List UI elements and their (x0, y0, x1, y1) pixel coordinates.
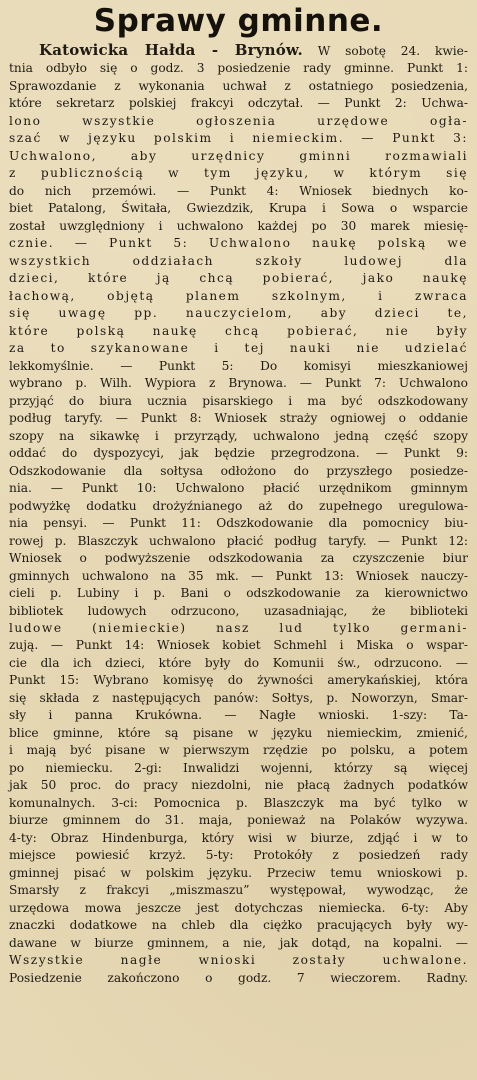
article-line: które sekretarz polskiej frakcyi odczytał. — Punkt 2: Uchwa- (9, 96, 468, 111)
article-line: zują. — Punkt 14: Wniosek kobiet Schmehl i Miska o wspar- (9, 638, 468, 653)
article-line: blice gminne, które są pisane w języku niemieckim, zmienić, (9, 725, 468, 740)
article-line: sły i panna Krukówna. — Nagłe wnioski. 1-szy: Ta- (9, 708, 468, 723)
article-line: biet Patalong, Świtała, Gwiezdzik, Krupa i Sowa o wsparcie (9, 201, 468, 216)
article-location: Katowicka Hałda - Brynów. (39, 41, 303, 59)
article-line: Wniosek o podwyższenie odszkodowania za czyszczenie biur (9, 551, 468, 566)
article-line: Uchwalono, aby urzędnicy gminni rozmawiali (9, 148, 468, 163)
article-line: wybrano p. Wilh. Wypiora z Brynowa. — Punkt 7: Uchwalono (9, 376, 468, 391)
article-line: Punkt 15: Wybrano komisyę do żywności amerykańskiej, która (9, 673, 468, 688)
article-line: Sprawozdanie z wykonania uchwał z ostatniego posiedzenia, (9, 78, 468, 93)
article-line: wszystkich oddziałach szkoły ludowej dla (9, 253, 468, 268)
article-line: podług taryfy. — Punkt 8: Wniosek straży ogniowej o oddanie (9, 411, 468, 426)
article-line: Posiedzenie zakończono o godz. 7 wieczorem. Radny. (9, 970, 468, 985)
article-line: ludowe (niemieckie) nasz lud tylko germani- (9, 620, 468, 635)
article-line: i mają być pisane w pierwszym rzędzie po polsku, a potem (9, 743, 468, 758)
article-line: miejsce powiesić krzyż. 5-ty: Protokóły z posiedzeń rady (9, 848, 468, 863)
article-line: rowej p. Blaszczyk uchwalono płacić podług taryfy. — Punkt 12: (9, 533, 468, 548)
article-line: szopy na sikawkę i przyrządy, uchwalono jedną część szopy (9, 428, 468, 443)
article-line: biurze gminnem do 31. maja, ponieważ na Polaków wyzywa. (9, 813, 468, 828)
article-line: które polską naukę chcą pobierać, nie były (9, 323, 468, 338)
article-line: gminnych uchwalono na 35 mk. — Punkt 13: Wniosek nauczy- (9, 568, 468, 583)
article-line: się składa z następujących panów: Sołtys, p. Noworzyn, Smar- (9, 690, 468, 705)
article-line: z publicznością w tym języku, w którym się (9, 166, 468, 181)
article-body (9, 42, 468, 987)
article-line: za to szykanowane i tej nauki nie udzielać (9, 341, 468, 356)
article-line: szać w języku polskim i niemieckim. — Punkt 3: (9, 131, 468, 146)
article-line: nia. — Punkt 10: Uchwalono płacić urzędnikom gminnym (9, 481, 468, 496)
article-line: komunalnych. 3-ci: Pomocnica p. Blaszczyk ma być tylko w (9, 795, 468, 810)
article-line: cie dla ich dzieci, które były do Komunii św., odrzucono. — (9, 655, 468, 670)
article-line: po niemiecku. 2-gi: Inwalidzi wojenni, którzy są więcej (9, 760, 468, 775)
article-line: dzieci, które ją chcą pobierać, jako naukę (9, 271, 468, 286)
article-line: podwyżkę dodatku drożyźnianego aż do zupełnego uregulowa- (9, 498, 468, 513)
article-line: dawane w biurze gminnem, a nie, jak dotąd, na kopalni. — (9, 935, 468, 950)
article-line: się uwagę pp. nauczycielom, aby dzieci te, (9, 306, 468, 321)
article-line: urzędowa mowa jeszcze jest dotychczas niemiecka. 6-ty: Aby (9, 900, 468, 915)
article-line-text: W sobotę 24. kwie- (317, 44, 468, 58)
article-line: przyjąć do biura ucznia pisarskiego i ma być odszkodowany (9, 393, 468, 408)
article-line: do nich przemówi. — Punkt 4: Wniosek biednych ko- (9, 183, 468, 198)
article-line: cieli p. Lubiny i p. Bani o odszkodowanie za kierownictwo (9, 586, 468, 601)
article-line: gminnej pisać w polskim języku. Przeciw temu wnioskowi p. (9, 865, 468, 880)
article-line: został uwzględniony i uchwalono każdej po 30 marek miesię- (9, 218, 468, 233)
article-line: oddać do dyspozycyi, jak będzie przegrodzona. — Punkt 9: (9, 446, 468, 461)
article-line: lono wszystkie ogłoszenia urzędowe ogła- (9, 113, 468, 128)
article-line: 4-ty: Obraz Hindenburga, który wisi w biurze, zdjąć i w to (9, 830, 468, 845)
article-line: jak 50 proc. do pracy niezdolni, nie płacą żadnych podatków (9, 778, 468, 793)
article-line: znaczki dodatkowe na chleb dla ciężko pracujących były wy- (9, 918, 468, 933)
article-line: tnia odbyło się o godz. 3 posiedzenie rady gminne. Punkt 1: (9, 61, 468, 76)
article-line: lekkomyślnie. — Punkt 5: Do komisyi mieszkaniowej (9, 358, 468, 373)
article-line (9, 42, 468, 60)
article-line: nia pensyi. — Punkt 11: Odszkodowanie dla pomocnicy biu- (9, 516, 468, 531)
article-line: łachową, objętą planem szkolnym, i zwraca (9, 288, 468, 303)
article-line: cznie. — Punkt 5: Uchwalono naukę polską we (9, 236, 468, 251)
article-line: Odszkodowanie dla sołtysa odłożono do przyszłego posiedze- (9, 463, 468, 478)
article-line: Wszystkie nagłe wnioski zostały uchwalone. (9, 953, 468, 968)
article-title: Sprawy gminne. (93, 3, 384, 39)
article-line: Smarsły z frakcyi „miszmaszu” występował, wywodząc, że (9, 883, 468, 898)
article-line: bibliotek ludowych odrzucono, uzasadniając, że biblioteki (9, 603, 468, 618)
